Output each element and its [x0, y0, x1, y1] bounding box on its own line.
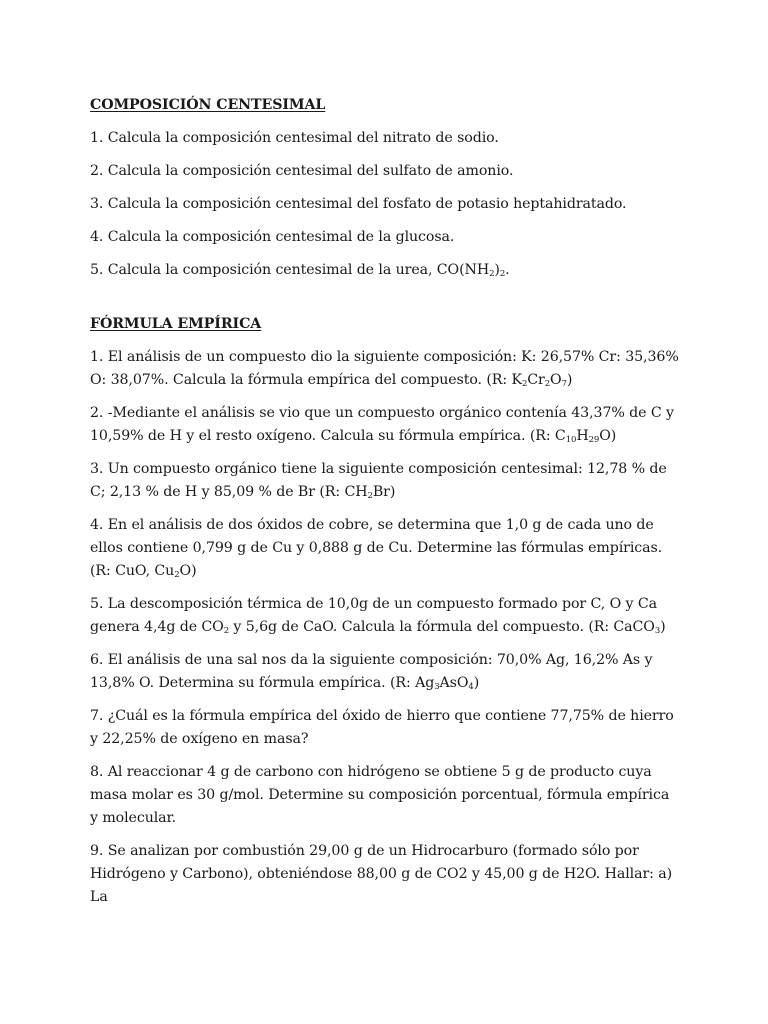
item-text: O) [599, 428, 617, 444]
subscript: 3 [654, 626, 661, 636]
subscript: 2 [489, 269, 495, 279]
item-text: O [550, 372, 562, 388]
list-item: 9. Se analizan por combustión 29,00 g de un Hidrocarburo (formado sólo por Hidrógeno y Carbono), obteniéndose 88,00 g de CO2 y 45,00 g de H2O. Hallar: a) La [90, 843, 673, 905]
list-item: 3. Calcula la composición centesimal del fosfato de potasio heptahidratado. [90, 196, 627, 212]
subscript: 2 [223, 626, 230, 636]
section-heading-formula-empirica: FÓRMULA EMPÍRICA [90, 316, 262, 332]
subscript: 3 [434, 682, 440, 692]
list-item: 7. ¿Cuál es la fórmula empírica del óxido de hierro que contiene 77,75% de hierro y 22,25% de oxígeno en masa? [90, 708, 674, 747]
item-text: Cr [527, 372, 545, 388]
item-text: 2. -Mediante el análisis se vio que un compuesto orgánico contenía 43,37% de C y 10,59% de H y el resto oxígeno. Calcula su fórmula empírica. (R: C [90, 405, 674, 444]
section-heading-composicion-centesimal: COMPOSICIÓN CENTESIMAL [90, 97, 326, 113]
item-text: O) [179, 563, 197, 579]
item-text: ) [473, 675, 480, 691]
list-item [90, 514, 680, 583]
list-item [90, 259, 680, 282]
item-text: Br) [372, 484, 396, 500]
list-item: 2. Calcula la composición centesimal del sulfato de amonio. [90, 163, 514, 179]
item-text: ) [494, 262, 500, 278]
item-text: 5. Calcula la composición centesimal de la urea, CO(NH [90, 262, 490, 278]
document-content [90, 94, 680, 919]
item-text: 1. El análisis de un compuesto dio la siguiente composición: K: 26,57% Cr: 35,36% O: 38,07%. Calcula la fórmula empírica del compuesto. (R: K [90, 349, 679, 388]
list-item [90, 402, 680, 448]
item-text: ) [660, 619, 666, 635]
item-text: 3. Un compuesto orgánico tiene la siguiente composición centesimal: 12,78 % de C; 2,13 % de H y 85,09 % de Br (R: CH [90, 461, 667, 500]
subscript: 2 [521, 379, 528, 389]
item-text: AsO [439, 675, 469, 691]
subscript: 2 [174, 570, 180, 580]
list-item [90, 458, 680, 504]
list-item: 8. Al reaccionar 4 g de carbono con hidrógeno se obtiene 5 g de producto cuya masa molar es 30 g/mol. Determine su composición porcentual, fórmula empírica y molecular. [90, 764, 670, 826]
subscript: 2 [544, 379, 551, 389]
subscript: 10 [565, 435, 577, 445]
list-item: 1. Calcula la composición centesimal del nitrato de sodio. [90, 130, 499, 146]
list-item [90, 649, 680, 695]
item-text: y 5,6g de CaO. Calcula la fórmula del compuesto. (R: CaCO [229, 619, 655, 635]
item-text: . [505, 262, 510, 278]
subscript: 2 [367, 491, 373, 501]
item-text: 5. La descomposición térmica de 10,0g de un compuesto formado por C, O y Ca genera 4,4g de CO [90, 596, 657, 635]
subscript: 4 [468, 682, 474, 692]
subscript: 2 [499, 269, 506, 279]
item-text: H [576, 428, 589, 444]
item-text: 6. El análisis de una sal nos da la siguiente composición: 70,0% Ag, 16,2% As y 13,8% O. Determina su fórmula empírica. (R: Ag [90, 652, 653, 691]
subscript: 29 [588, 435, 600, 445]
item-text: ) [566, 372, 573, 388]
item-text: 4. En el análisis de dos óxidos de cobre, se determina que 1,0 g de cada uno de ellos contiene 0,799 g de Cu y 0,888 g de Cu. Determine las fórmulas empíricas. (R: CuO, Cu [90, 517, 663, 579]
list-item: 4. Calcula la composición centesimal de la glucosa. [90, 229, 455, 245]
subscript: 7 [561, 379, 567, 389]
list-item [90, 593, 680, 639]
list-item [90, 346, 680, 392]
